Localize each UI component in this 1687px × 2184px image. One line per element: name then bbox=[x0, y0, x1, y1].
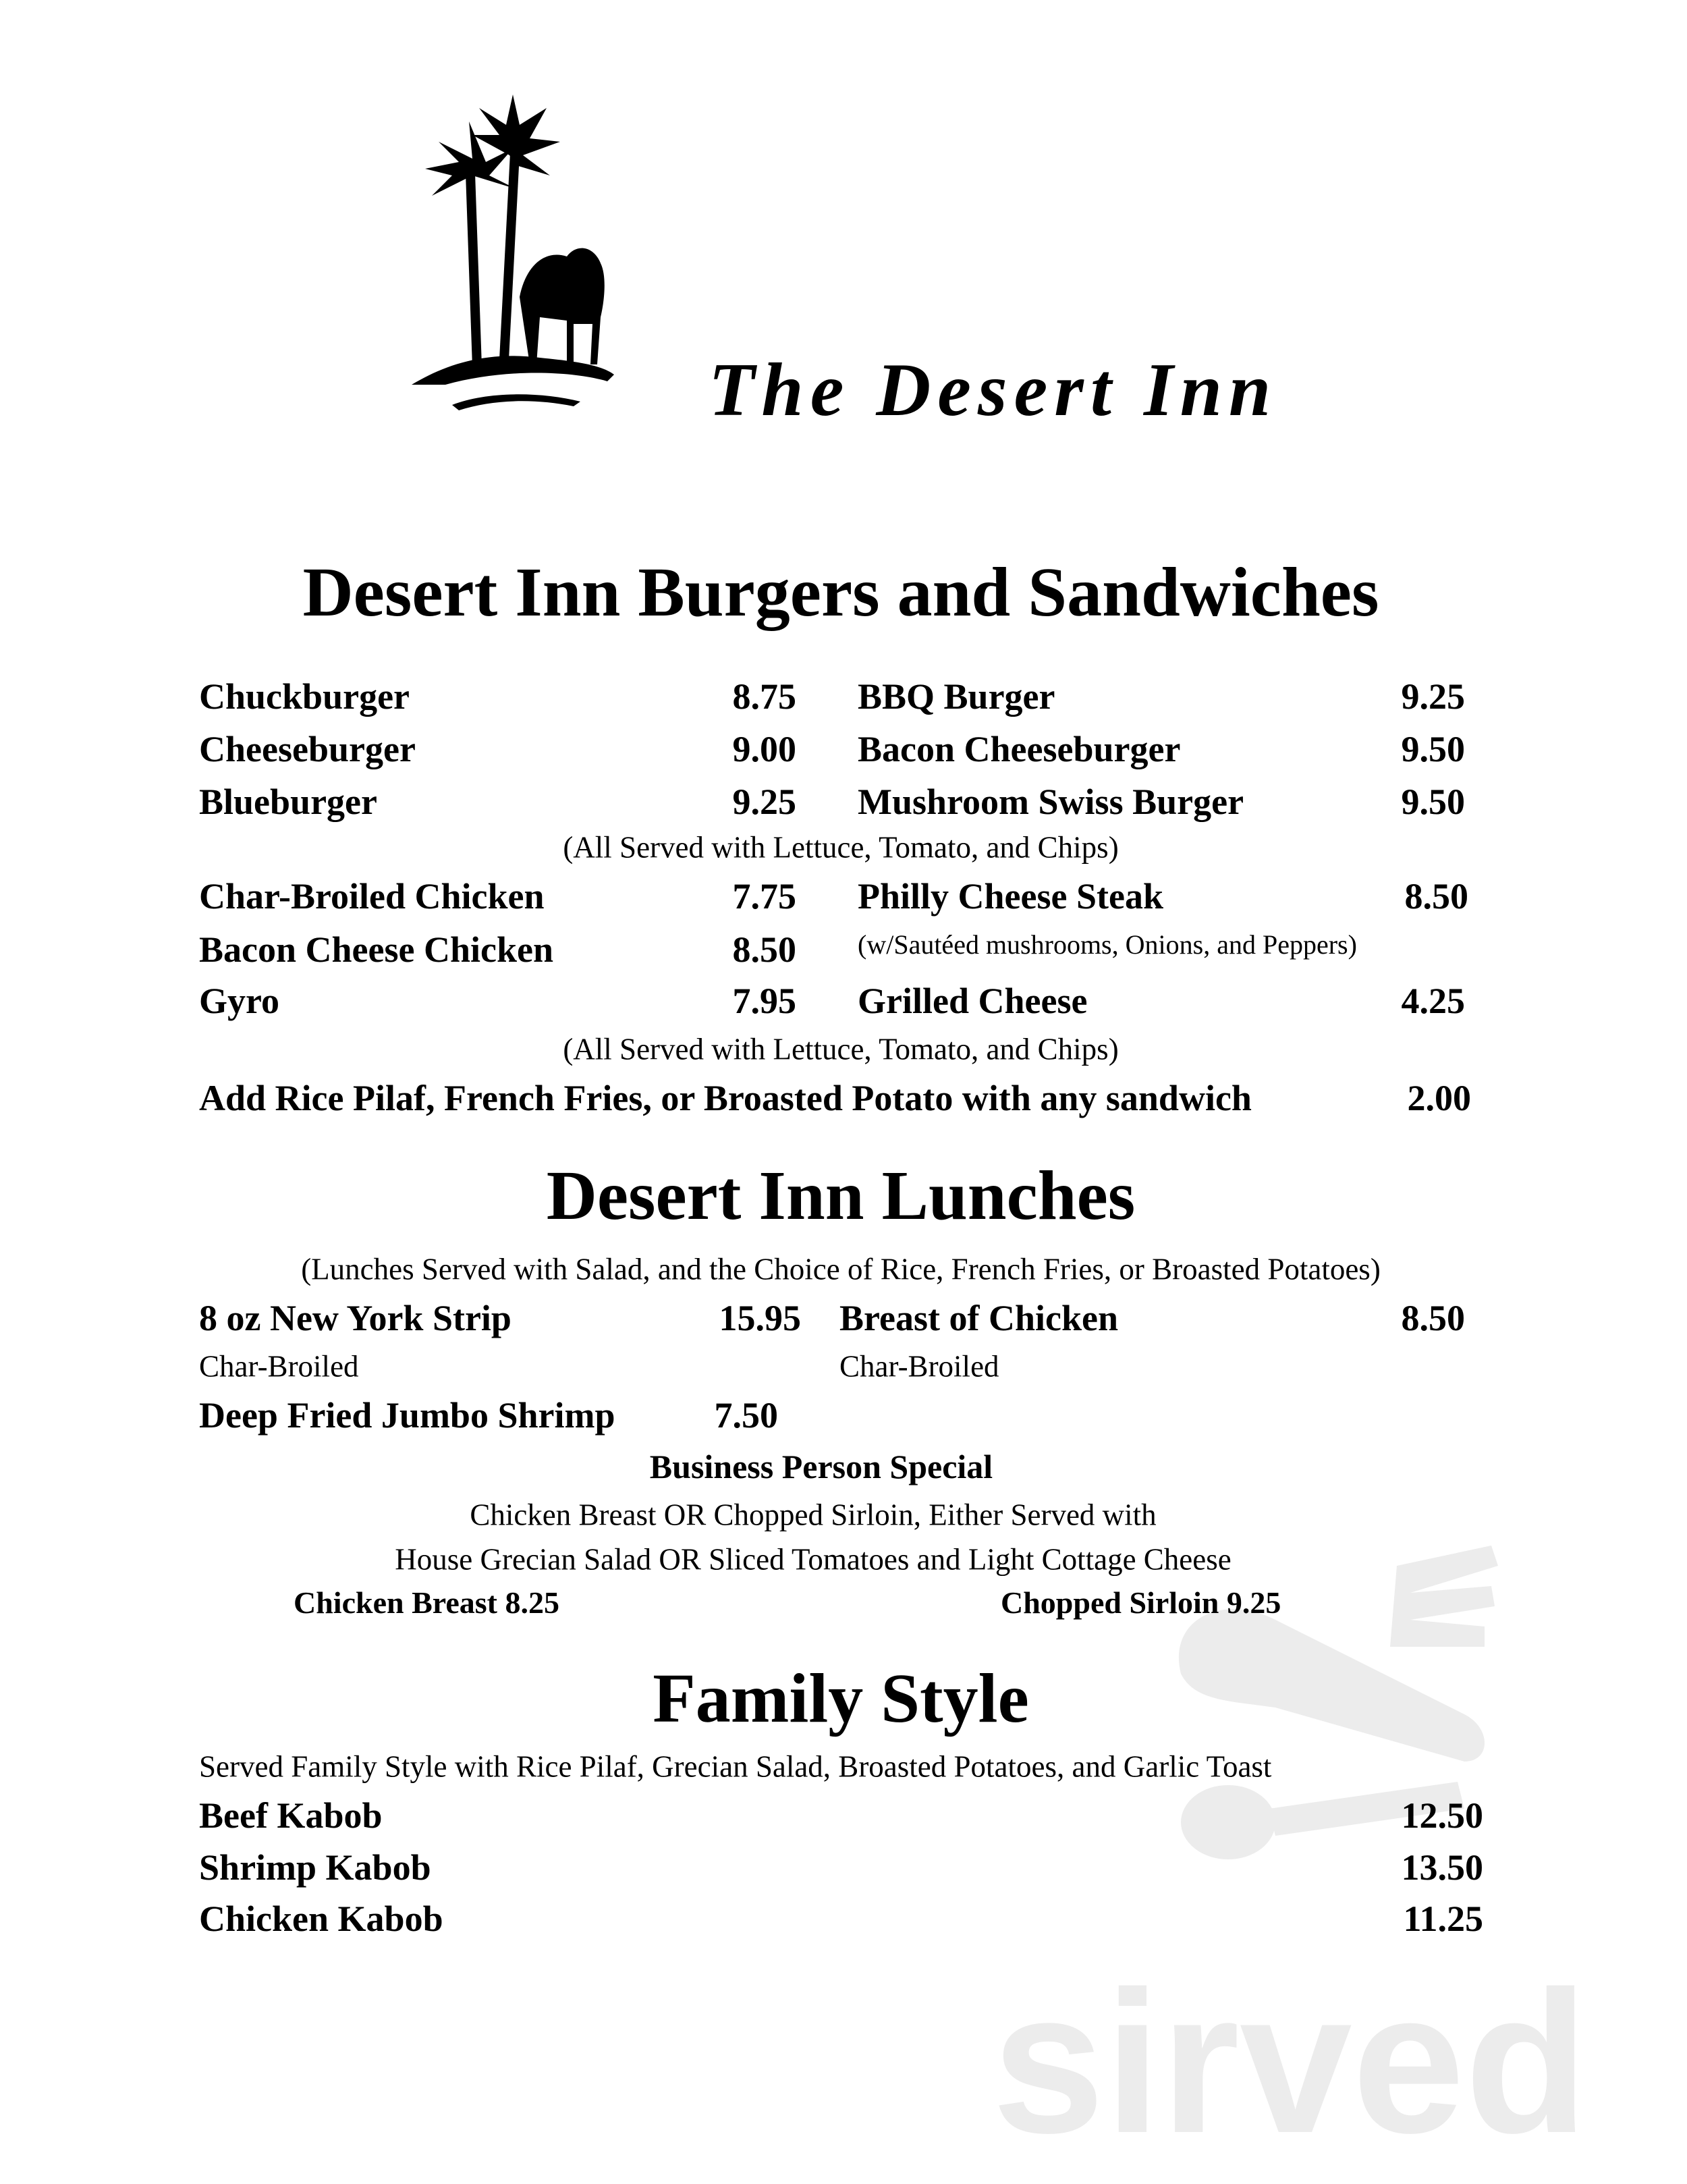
addon-price: 2.00 bbox=[1407, 1078, 1471, 1118]
menu-item-name: Mushroom Swiss Burger bbox=[858, 782, 1244, 822]
section-heading-lunches: Desert Inn Lunches bbox=[546, 1157, 1136, 1234]
lunches-note: (Lunches Served with Salad, and the Choice of Rice, French Fries, or Broasted Potatoes) bbox=[301, 1252, 1381, 1286]
family-style-note: Served Family Style with Rice Pilaf, Grecian Salad, Broasted Potatoes, and Garlic Toast bbox=[199, 1749, 1272, 1784]
addon-name: Add Rice Pilaf, French Fries, or Broasted Potato with any sandwich bbox=[199, 1078, 1252, 1118]
served-with-note: (All Served with Lettuce, Tomato, and Chips) bbox=[563, 830, 1119, 865]
menu-item-price: 7.50 bbox=[714, 1395, 778, 1436]
special-description: Chicken Breast OR Chopped Sirloin, Either Served with bbox=[470, 1498, 1157, 1532]
menu-item-price: 8.75 bbox=[732, 676, 796, 717]
menu-item-price: 7.75 bbox=[732, 876, 796, 917]
menu-item-price: 9.50 bbox=[1401, 729, 1465, 769]
menu-item-name: BBQ Burger bbox=[858, 676, 1055, 717]
special-title: Business Person Special bbox=[649, 1448, 993, 1485]
menu-item-price: 9.25 bbox=[732, 782, 796, 822]
menu-item-name: Bacon Cheese Chicken bbox=[199, 929, 553, 970]
menu-item-name: Char-Broiled Chicken bbox=[199, 876, 545, 917]
menu-item-price: 4.25 bbox=[1401, 981, 1465, 1021]
menu-item-name: Deep Fried Jumbo Shrimp bbox=[199, 1395, 615, 1436]
served-with-note: (All Served with Lettuce, Tomato, and Chips) bbox=[563, 1032, 1119, 1066]
menu-item-price: 7.95 bbox=[732, 981, 796, 1021]
menu-item-price: 15.95 bbox=[719, 1298, 801, 1338]
menu-item-name: 8 oz New York Strip bbox=[199, 1298, 511, 1338]
menu-item-name: Shrimp Kabob bbox=[199, 1847, 431, 1888]
menu-item-price: 9.00 bbox=[732, 729, 796, 769]
menu-item-price: 12.50 bbox=[1401, 1795, 1483, 1836]
menu-item-name: Cheeseburger bbox=[199, 729, 416, 769]
menu-item-name: Grilled Cheese bbox=[858, 981, 1088, 1021]
menu-item-price: 8.50 bbox=[1401, 1298, 1465, 1338]
menu-item-name: Chicken Kabob bbox=[199, 1899, 443, 1939]
section-heading-family-style: Family Style bbox=[653, 1660, 1029, 1737]
watermark-text: sirved bbox=[992, 1948, 1588, 2175]
menu-item-name: Gyro bbox=[199, 981, 279, 1021]
menu-item-price: 9.25 bbox=[1401, 676, 1465, 717]
menu-item-price: 13.50 bbox=[1401, 1847, 1483, 1888]
palm-trees-camel-logo bbox=[405, 94, 621, 418]
menu-item-price: 9.50 bbox=[1401, 782, 1465, 822]
menu-item-price: 11.25 bbox=[1403, 1899, 1483, 1939]
menu-item-name: Chuckburger bbox=[199, 676, 410, 717]
special-description: House Grecian Salad OR Sliced Tomatoes and Light Cottage Cheese bbox=[395, 1542, 1232, 1577]
menu-item-price: 8.50 bbox=[1404, 876, 1468, 917]
menu-item-name: Blueburger bbox=[199, 782, 377, 822]
section-heading-burgers: Desert Inn Burgers and Sandwiches bbox=[302, 553, 1379, 631]
menu-item-name: Philly Cheese Steak bbox=[858, 876, 1163, 917]
special-option: Chopped Sirloin 9.25 bbox=[1001, 1585, 1281, 1620]
menu-item-name: Breast of Chicken bbox=[839, 1298, 1118, 1338]
menu-item-price: 8.50 bbox=[732, 929, 796, 970]
restaurant-title: The Desert Inn bbox=[709, 348, 1278, 432]
special-option: Chicken Breast 8.25 bbox=[294, 1585, 559, 1620]
menu-item-description: Char-Broiled bbox=[199, 1349, 359, 1384]
menu-item-description: (w/Sautéed mushrooms, Onions, and Peppers) bbox=[858, 929, 1357, 960]
menu-item-description: Char-Broiled bbox=[839, 1349, 999, 1384]
menu-item-name: Beef Kabob bbox=[199, 1795, 383, 1836]
menu-item-name: Bacon Cheeseburger bbox=[858, 729, 1181, 769]
